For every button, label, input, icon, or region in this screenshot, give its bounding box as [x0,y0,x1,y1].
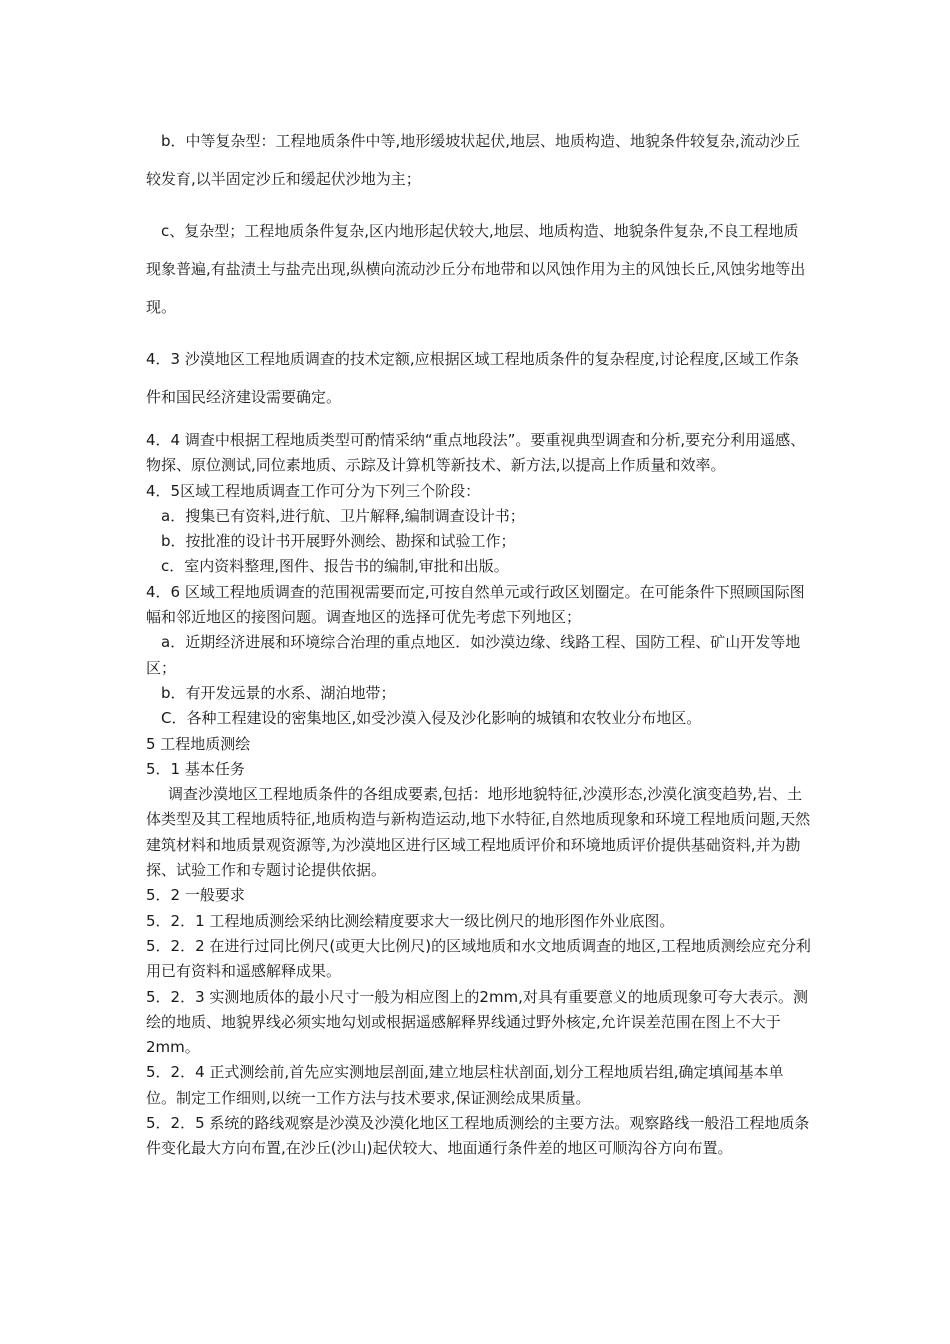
paragraph-5-2-3: 5．2．3 实测地质体的最小尺寸一般为相应图上的2mm,对具有重要意义的地质现象可夸大表示。测绘的地质、地貌界线必须实地勾划或根据遥感解释界线通过野外核定,允许误差范围在图上不大于2mm。 [146,987,808,1057]
paragraph-5-2-1: 5．2．1 工程地质测绘采纳比测绘精度要求大一级比例尺的地形图作外业底图。 [146,911,675,930]
paragraph-gap [146,198,811,212]
paragraph-type-c: c、复杂型；工程地质条件复杂,区内地形起伏较大,地层、地质构造、地貌条件复杂,不良工程地质现象普遍,有盐渍土与盐壳出现,纵横向流动沙丘分布地带和以风蚀作用为主的风蚀长丘,风蚀劣地等出现。 [146,222,806,316]
list-item-4-5-b: b．按批准的设计书开展野外测绘、勘探和试验工作； [161,532,516,551]
paragraph-5-1: 调查沙漠地区工程地质条件的各组成要素,包括：地形地貌特征,沙漠形态,沙漠化演变趋势,岩、土体类型及其工程地质特征,地质构造与新构造运动,地下水特征,自然地质现象和环境工程地质问题,天然建筑材料和地质景观资源等,为沙漠地区进行区域工程地质评价和环境地质评价提供基础资料,并为勘探、试验工作和专题讨论提供依据。 [146,785,811,880]
list-item-4-6-a: a．近期经济进展和环境综合治理的重点地区．如沙漠边缘、线路工程、国防工程、矿山开发等地区； [146,633,801,677]
paragraph-4-4: 4．4 调查中根据工程地质类型可酌情采纳“重点地段法”。要重视典型调查和分析,要充分利用遥感、物探、原位测试,同位素地质、示踪及计算机等新技术、新方法,以提高上作质量和效率。 [146,431,806,475]
heading-5-2: 5．2 一般要求 [146,886,245,905]
top-section [146,122,811,416]
list-item-4-5-a: a．搜集已有资料,进行航、卫片解释,编制调查设计书； [161,506,525,525]
list-item-4-6-c: C．各种工程建设的密集地区,如受沙漠入侵及沙化影响的城镇和农牧业分布地区。 [161,709,702,728]
paragraph-4-5: 4．5区域工程地质调查工作可分为下列三个阶段： [146,481,481,500]
main-section [146,428,811,1162]
paragraph-4-6: 4．6 区域工程地质调查的范围视需要而定,可按自然单元或行政区划圈定。在可能条件下照顾国际图幅和邻近地区的接图问题。调查地区的选择可优先考虑下列地区； [146,582,805,627]
paragraph-type-b: b．中等复杂型：工程地质条件中等,地形缓坡状起伏,地层、地质构造、地貌条件较复杂,流动沙丘较发育,以半固定沙丘和缓起伏沙地为主； [146,132,800,188]
heading-5-1: 5．1 基本任务 [146,759,245,778]
paragraph-4-3: 4．3 沙漠地区工程地质调查的技术定额,应根据区域工程地质条件的复杂程度,讨论程度,区域工作条件和国民经济建设需要确定。 [146,350,800,406]
list-item-4-5-c: c．室内资料整理,图件、报告书的编制,审批和出版。 [161,557,509,576]
paragraph-5-2-2: 5．2．2 在进行过同比例尺(或更大比例尺)的区域地质和水文地质调查的地区,工程地质测绘应充分利用已有资料和遥感解释成果。 [146,936,811,981]
heading-5: 5 工程地质测绘 [146,734,251,753]
list-item-4-6-b: b．有开发远景的水系、湖泊地带； [161,683,396,702]
paragraph-gap [146,326,811,340]
paragraph-5-2-4: 5．2．4 正式测绘前,首先应实测地层剖面,建立地层柱状剖面,划分工程地质岩组,确定填闻基本单位。制定工作细则,以统一工作方法与技术要求,保证测绘成果质量。 [146,1063,784,1107]
paragraph-5-2-5: 5．2．5 系统的路线观察是沙漠及沙漠化地区工程地质测绘的主要方法。观察路线一般沿工程地质条件变化最大方向布置,在沙丘(沙山)起伏较大、地面通行条件差的地区可顺沟谷方向布置。 [146,1114,810,1158]
